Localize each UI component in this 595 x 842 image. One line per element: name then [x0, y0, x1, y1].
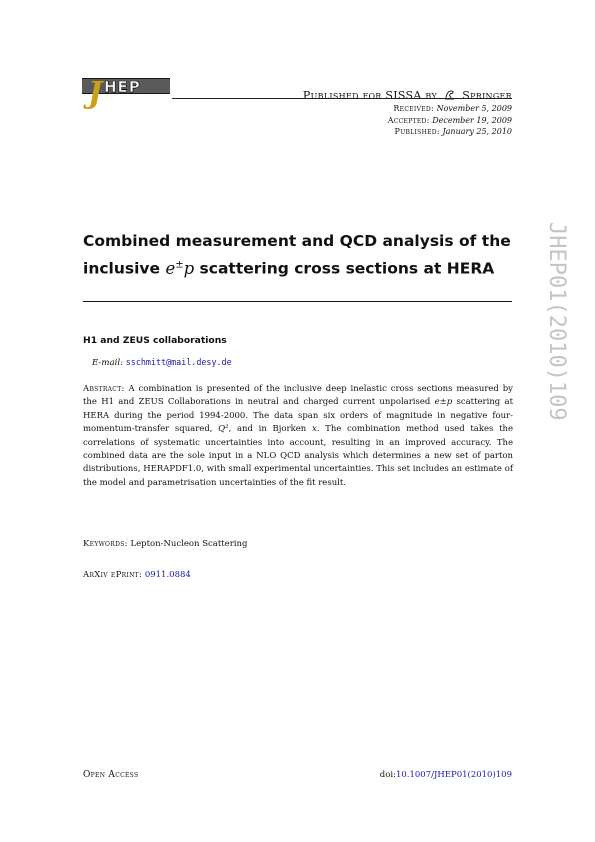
arxiv-label: ArXiv ePrint:	[83, 570, 143, 580]
email-link[interactable]: sschmitt@mail.desy.de	[125, 357, 232, 367]
published-date: Published: January 25, 2010	[394, 127, 512, 137]
published-for-text: Published for SISSA by	[302, 89, 438, 102]
open-access-label: Open Access	[83, 770, 139, 780]
authors: H1 and ZEUS collaborations	[83, 335, 227, 346]
keywords-value: Lepton-Nucleon Scattering	[127, 539, 248, 549]
dates-block	[388, 103, 512, 138]
accepted-date: Accepted: December 19, 2009	[387, 115, 512, 125]
title-math-e: e±p	[165, 258, 195, 278]
svg-text:J: J	[88, 76, 103, 110]
abstract: Abstract: A combination is presented of the inclusive deep inelastic cross sections measured by the H1 and ZEUS Collaborations in neutral and charged current unpolarised e±p scattering at HERA during the period 1994-2000. The data span six orders of magnitude in negative four-momentum-transfer squared, Q², and in Bjorken x. The combination method used takes the correlations of systematic uncertainties into account, resulting in an improved accuracy. The combined data are the sole input in a NLO QCD analysis which determines a new set of parton distributions, HERAPDF1.0, with small experimental uncertainties. This set includes an estimate of the model and parametrisation uncertainties of the fit result.	[83, 384, 513, 488]
publisher-name: Springer	[462, 89, 512, 102]
email-line	[92, 357, 232, 368]
svg-text:HEP: HEP	[104, 78, 141, 96]
jhep-logo	[82, 74, 170, 110]
keywords	[83, 539, 247, 549]
paper-title: Combined measurement and QCD analysis of the inclusive e±p scattering cross sections at HERA	[83, 232, 511, 278]
side-journal-id-text: JHEP01(2010)109	[544, 222, 569, 421]
publisher-line	[303, 84, 512, 103]
doi-link[interactable]: 10.1007/JHEP01(2010)109	[395, 770, 512, 780]
title-line-1: Combined measurement and QCD analysis of the	[83, 232, 511, 250]
title-rule	[83, 301, 512, 302]
header-rule	[172, 98, 512, 99]
arxiv-eprint	[83, 570, 191, 580]
arxiv-link[interactable]: 0911.0884	[144, 570, 191, 580]
received-date: Received: November 5, 2009	[393, 104, 512, 113]
email-label: E-mail:	[92, 358, 124, 368]
doi-line: doi:10.1007/JHEP01(2010)109	[379, 770, 512, 780]
abstract-label: Abstract:	[83, 384, 125, 394]
keywords-label: Keywords:	[83, 539, 128, 549]
side-journal-id	[542, 222, 572, 492]
